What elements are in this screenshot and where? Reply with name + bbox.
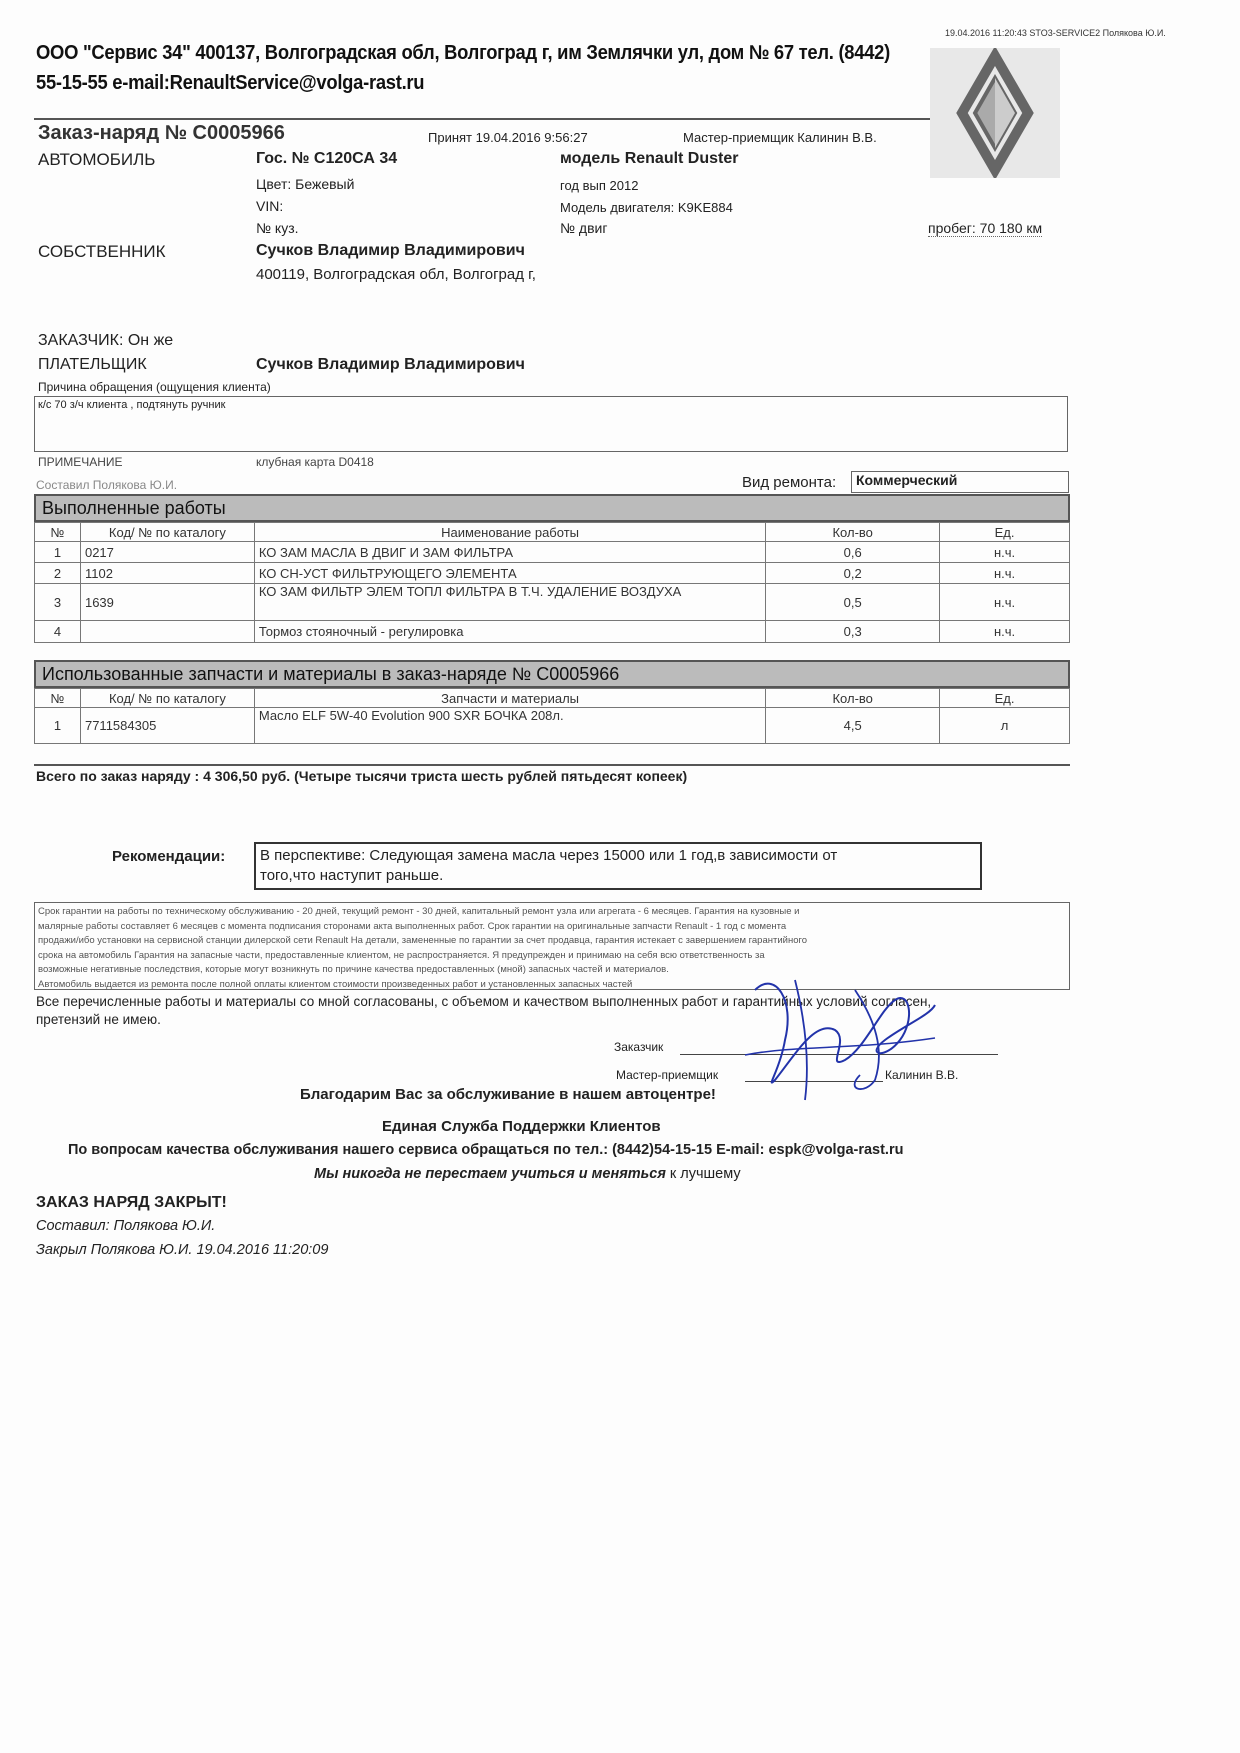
vehicle-body-no: № куз. bbox=[256, 220, 299, 236]
customer-signature-label: Заказчик bbox=[614, 1040, 664, 1054]
works-header-unit: Ед. bbox=[940, 523, 1070, 542]
warranty-line: продажи/ибо установки на сервисной станции дилерской сети Renault На детали, замененные по гарантии за счет продавца, гарантия истекает с завершением гарантийного bbox=[38, 935, 808, 946]
parts-header-name: Запчасти и материалы bbox=[254, 689, 765, 708]
parts-title: Использованные запчасти и материалы в заказ-наряде № С0005966 bbox=[34, 660, 1070, 688]
work-qty: 0,2 bbox=[766, 563, 940, 584]
master-signature-label: Мастер-приемщик bbox=[616, 1068, 719, 1082]
parts-header-row bbox=[35, 689, 1070, 708]
recommendations-box bbox=[254, 842, 982, 890]
recommendations-label: Рекомендации: bbox=[112, 848, 226, 865]
print-timestamp: 19.04.2016 11:20:43 STO3-SERVICE2 Полякова Ю.И. bbox=[945, 28, 1166, 38]
recommendations-line-1: В перспективе: Следующая замена масла через 15000 или 1 год,в зависимости от bbox=[260, 847, 838, 864]
table-row bbox=[35, 563, 1070, 584]
handwritten-signature bbox=[735, 960, 945, 1110]
support-title: Единая Служба Поддержки Клиентов bbox=[382, 1118, 661, 1135]
motto bbox=[314, 1166, 741, 1182]
vehicle-engine-no: № двиг bbox=[560, 220, 608, 236]
note-text: клубная карта D0418 bbox=[256, 455, 374, 469]
work-unit: н.ч. bbox=[940, 584, 1070, 621]
part-unit: л bbox=[940, 708, 1070, 744]
table-row bbox=[35, 708, 1070, 744]
work-qty: 0,5 bbox=[766, 584, 940, 621]
works-header-row bbox=[35, 523, 1070, 542]
warranty-line: Автомобиль выдается из ремонта после полной оплаты клиентом стоимости произведенных работ и установленных запасных частей bbox=[38, 978, 633, 990]
recommendations-line-2: того,что наступит раньше. bbox=[260, 867, 444, 884]
parts-header-qty: Кол-во bbox=[766, 689, 940, 708]
vehicle-mileage: пробег: 70 180 км bbox=[928, 220, 1043, 236]
composed-by: Составил Полякова Ю.И. bbox=[36, 478, 178, 492]
work-unit: н.ч. bbox=[940, 542, 1070, 563]
warranty-line: возможные негативные последствия, которые могут возникнуть по причине качества предоставленных (мной) запасных частей и материалов. bbox=[38, 964, 669, 975]
customer-label: ЗАКАЗЧИК: Он же bbox=[38, 332, 174, 349]
repair-type-label: Вид ремонта: bbox=[742, 474, 837, 491]
warranty-line: малярные работы составляет 6 месяцев с момента подписания сторонами акта выполненных работ. Срок гарантии на оригинальные запчасти Renault - 1 год с момента bbox=[38, 920, 787, 932]
works-header-name: Наименование работы bbox=[254, 523, 765, 542]
part-qty: 4,5 bbox=[766, 708, 940, 744]
work-no: 2 bbox=[35, 563, 81, 584]
work-qty: 0,3 bbox=[766, 621, 940, 643]
work-name: КО СН-УСТ ФИЛЬТРУЮЩЕГО ЭЛЕМЕНТА bbox=[254, 563, 765, 584]
works-table bbox=[34, 522, 1070, 643]
note-label: ПРИМЕЧАНИЕ bbox=[38, 455, 123, 469]
part-code: 7711584305 bbox=[80, 708, 254, 744]
warranty-line: Срок гарантии на работы по техническому обслуживанию - 20 дней, текущий ремонт - 30 дней, капитальный ремонт узла или агрегата - 6 месяцев. Гарантия на кузовные и bbox=[38, 906, 800, 917]
works-header-qty: Кол-во bbox=[766, 523, 940, 542]
support-contact: По вопросам качества обслуживания нашего сервиса обращаться по тел.: (8442)54-15-15 E-mail: espk@volga-rast.ru bbox=[68, 1142, 904, 1158]
composed-footer: Составил: Полякова Ю.И. bbox=[36, 1218, 216, 1234]
reason-label: Причина обращения (ощущения клиента) bbox=[38, 380, 271, 394]
warranty-line: срока на автомобиль Гарантия на запасные части, предоставленные клиентом, не распространяется. Я предупрежден и принимаю на себя всю ответственность за bbox=[38, 949, 765, 961]
vehicle-color: Цвет: Бежевый bbox=[256, 176, 355, 192]
work-no: 1 bbox=[35, 542, 81, 563]
table-row bbox=[35, 621, 1070, 643]
work-no: 3 bbox=[35, 584, 81, 621]
reason-text: к/с 70 з/ч клиента , подтянуть ручник bbox=[38, 399, 226, 411]
vehicle-year: год вып 2012 bbox=[560, 178, 639, 193]
work-code bbox=[80, 621, 254, 643]
header-divider bbox=[34, 118, 930, 120]
work-code: 0217 bbox=[80, 542, 254, 563]
works-header-code: Код/ № по каталогу bbox=[80, 523, 254, 542]
parts-header-unit: Ед. bbox=[940, 689, 1070, 708]
total-divider bbox=[34, 764, 1070, 766]
table-row bbox=[35, 542, 1070, 563]
closed-by: Закрыл Полякова Ю.И. 19.04.2016 11:20:09 bbox=[36, 1242, 329, 1258]
table-row bbox=[35, 584, 1070, 621]
work-unit: н.ч. bbox=[940, 621, 1070, 643]
work-code: 1639 bbox=[80, 584, 254, 621]
work-name: КО ЗАМ ФИЛЬТР ЭЛЕМ ТОПЛ ФИЛЬТРА В Т.Ч. УДАЛЕНИЕ ВОЗДУХА bbox=[254, 584, 765, 621]
company-line-1: ООО "Сервис 34" 400137, Волгоградская обл, Волгоград г, им Землячки ул, дом № 67 тел. (8442) bbox=[36, 42, 890, 64]
order-title: Заказ-наряд № С0005966 bbox=[38, 122, 285, 144]
motto-bold: Мы никогда не перестаем учиться и меняться bbox=[314, 1166, 666, 1182]
agreement-line-2: претензий не имею. bbox=[36, 1012, 161, 1027]
company-line-2: 55-15-55 e-mail:RenaultService@volga-rast.ru bbox=[36, 72, 425, 94]
parts-table bbox=[34, 688, 1070, 744]
master-name: Калинин В.В. bbox=[885, 1068, 959, 1082]
order-master: Мастер-приемщик Калинин В.В. bbox=[683, 130, 877, 145]
motto-rest: к лучшему bbox=[665, 1166, 741, 1182]
owner-address: 400119, Волгоградская обл, Волгоград г, bbox=[256, 266, 536, 283]
works-header-no: № bbox=[35, 523, 81, 542]
parts-header-no: № bbox=[35, 689, 81, 708]
order-total: Всего по заказ наряду : 4 306,50 руб. (Четыре тысячи триста шесть рублей пятьдесят копеек) bbox=[36, 768, 688, 784]
work-name: КО ЗАМ МАСЛА В ДВИГ И ЗАМ ФИЛЬТРА bbox=[254, 542, 765, 563]
work-unit: н.ч. bbox=[940, 563, 1070, 584]
work-code: 1102 bbox=[80, 563, 254, 584]
work-no: 4 bbox=[35, 621, 81, 643]
repair-type: Коммерческий bbox=[851, 471, 1069, 493]
reason-box bbox=[34, 396, 1068, 452]
vehicle-label: АВТОМОБИЛЬ bbox=[38, 150, 156, 169]
payer-label: ПЛАТЕЛЬЩИК bbox=[38, 356, 147, 373]
owner-name: Сучков Владимир Владимирович bbox=[256, 242, 525, 259]
part-no: 1 bbox=[35, 708, 81, 744]
works-title: Выполненные работы bbox=[34, 494, 1070, 522]
work-qty: 0,6 bbox=[766, 542, 940, 563]
agreement-line-1: Все перечисленные работы и материалы со мной согласованы, с объемом и качеством выполненных работ и гарантийных условий согласен, bbox=[36, 994, 932, 1009]
thanks-text: Благодарим Вас за обслуживание в нашем автоцентре! bbox=[300, 1086, 716, 1103]
part-name: Масло ELF 5W-40 Evolution 900 SXR БОЧКА 208л. bbox=[254, 708, 765, 744]
payer-name: Сучков Владимир Владимирович bbox=[256, 356, 525, 373]
vehicle-model: модель Renault Duster bbox=[560, 150, 739, 167]
order-closed: ЗАКАЗ НАРЯД ЗАКРЫТ! bbox=[36, 1194, 227, 1211]
vehicle-plate: Гос. № С120СА 34 bbox=[256, 150, 398, 167]
order-accepted: Принят 19.04.2016 9:56:27 bbox=[428, 130, 588, 145]
owner-label: СОБСТВЕННИК bbox=[38, 242, 166, 261]
vehicle-vin: VIN: bbox=[256, 198, 284, 214]
vehicle-engine-model: Модель двигателя: K9KE884 bbox=[560, 200, 733, 215]
work-name: Тормоз стояночный - регулировка bbox=[254, 621, 765, 643]
parts-header-code: Код/ № по каталогу bbox=[80, 689, 254, 708]
renault-logo bbox=[930, 48, 1060, 178]
